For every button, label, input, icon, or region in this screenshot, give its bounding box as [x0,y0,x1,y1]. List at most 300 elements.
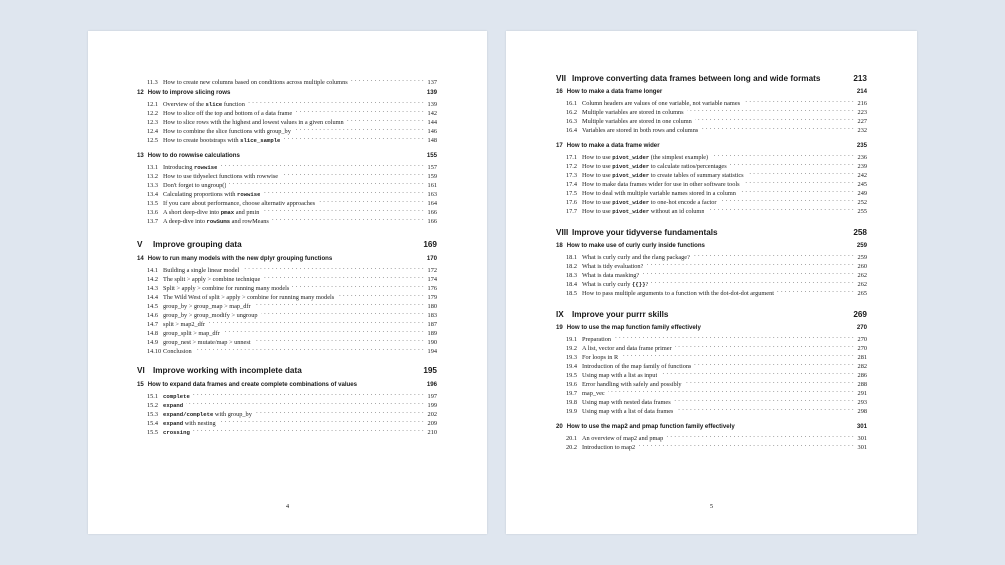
dot-leader [229,178,424,187]
section-title [566,389,605,398]
section-page-number: 262 [857,272,867,279]
section-page-number: 216 [857,100,867,107]
section-code-text: expand/complete [163,411,214,418]
section-page-number: 270 [857,336,867,343]
section-code-text: expand [163,402,184,409]
section-page-number: 194 [427,348,437,355]
dot-leader [272,214,424,223]
part-number: VIII [556,228,569,237]
dot-leader [292,281,424,290]
section-title [147,347,192,356]
section-page-number: 197 [427,393,437,400]
section-title-text: What is curly curly [582,281,633,288]
section-number: 14.5 [147,303,159,310]
section-code-text: pmax [220,209,235,216]
chapter-page-number: 259 [856,242,867,249]
section-title-text: How to pass multiple arguments to a function with the dot-dot-dot argument [582,290,774,297]
section-title [566,443,635,452]
dot-leader [281,169,424,178]
section-code-text: slice [205,101,223,108]
section-title-text: The split > apply > combine technique [163,276,261,283]
dot-leader [263,272,424,281]
section-number: 19.3 [566,354,578,361]
part-title [556,73,853,84]
part-page-number: 213 [853,74,867,83]
toc-section-entry[interactable] [137,97,437,106]
section-number: 19.7 [566,390,578,397]
section-number: 14.4 [147,294,159,301]
toc-chapter-entry[interactable] [556,323,867,332]
toc-chapter-entry[interactable] [556,241,867,250]
section-page-number: 199 [427,402,437,409]
section-title-text: Introduction to map2 [582,444,636,451]
section-number: 17.7 [566,208,578,215]
section-page-number: 293 [857,399,867,406]
chapter-title-text: How to do rowwise calculations [147,152,240,159]
section-page-number: 179 [427,294,437,301]
section-title [147,428,190,437]
toc-chapter-entry[interactable] [556,141,867,150]
section-title-text: How to use [582,208,613,215]
section-number: 12.5 [147,137,159,144]
section-number: 15.5 [147,429,159,436]
section-title-text: Calculating proportions with [163,191,237,198]
toc-chapter-entry[interactable] [137,151,437,160]
section-number: 13.4 [147,191,159,198]
section-title-text: A short deep-dive into [163,209,221,216]
section-page-number: 262 [857,281,867,288]
section-page-number: 210 [427,429,437,436]
section-number: 13.1 [147,164,159,171]
section-number: 13.6 [147,209,159,216]
section-title-text: Using map with a list of data frames [582,408,674,415]
section-number: 17.2 [566,163,578,170]
toc-part-entry[interactable] [556,73,867,84]
section-page-number: 189 [427,330,437,337]
part-page-number: 269 [853,310,867,319]
dot-leader [730,159,854,168]
section-title [566,398,671,407]
section-title [566,335,611,344]
toc-section-entry[interactable] [556,431,867,440]
section-page-number: 187 [427,321,437,328]
section-title-text: How to combine the slice functions with group_by [163,128,291,135]
dot-leader [651,277,854,286]
toc-part-entry[interactable] [556,227,867,238]
section-page-number: 252 [857,199,867,206]
section-page-number: 146 [427,128,437,135]
chapter-title-text: How to use the map2 and pmap function family effectively [566,423,735,430]
dot-leader [283,133,424,142]
toc-section-entry[interactable] [556,250,867,259]
section-code-text: expand [163,420,184,427]
section-number: 11.3 [147,79,158,86]
left-page [88,31,487,534]
section-title-text: For loops in R [582,354,619,361]
toc-section-entry[interactable] [556,96,867,105]
dot-leader [195,344,424,353]
dot-leader [777,286,854,295]
dot-leader [621,350,854,359]
section-code-text: slice_sample [240,137,281,144]
section-title-text: group_by > group_modify > ungroup [163,312,258,319]
section-title [147,190,260,199]
section-page-number: 255 [857,208,867,215]
chapter-number: 18 [556,242,563,249]
section-number: 16.4 [566,127,578,134]
chapter-number: 20 [556,423,563,430]
section-number: 12.3 [147,119,159,126]
dot-leader [254,299,424,308]
part-number: VI [137,366,145,375]
section-title [147,181,226,190]
section-page-number: 190 [427,339,437,346]
section-title [147,217,269,226]
chapter-title-text: How to make a data frame longer [566,88,663,95]
section-title-text: Multiple variables are stored in columns [582,109,684,116]
chapter-page-number: 270 [856,324,867,331]
section-title [147,100,245,109]
section-title-suffix: and rowMeans [230,218,269,225]
section-number: 14.6 [147,312,159,319]
dot-leader [295,106,424,115]
section-number: 16.2 [566,109,578,116]
section-title-text: Conclusion [163,348,192,355]
section-title [566,126,698,135]
chapter-page-number: 235 [856,142,867,149]
section-number: 17.6 [566,199,578,206]
section-number: 20.2 [566,444,578,451]
section-page-number: 242 [857,172,867,179]
section-page-number: 236 [857,154,867,161]
dot-leader [294,124,424,133]
section-title-text: Overview of the [163,101,206,108]
chapter-number: 16 [556,88,563,95]
toc-section-entry[interactable] [556,332,867,341]
part-title [556,309,853,320]
section-page-number: 223 [857,109,867,116]
chapter-title [556,141,857,150]
section-title [566,180,740,189]
dot-leader [743,96,854,105]
section-page-number: 288 [857,381,867,388]
section-code-text: rowwise [236,191,261,198]
section-number: 19.8 [566,399,578,406]
section-page-number: 249 [857,190,867,197]
section-page-number: 301 [857,444,867,451]
section-number: 12.2 [147,110,159,117]
section-number: 13.5 [147,200,159,207]
section-title-text: Multiple variables are stored in one column [582,118,692,125]
part-title [556,227,853,238]
toc-chapter-entry[interactable] [556,87,867,96]
section-number: 13.2 [147,173,159,180]
section-title-text: If you care about performance, choose alternativ approaches [163,200,316,207]
dot-leader [685,377,854,386]
section-title-text: Using map with a list as input [582,372,658,379]
dot-leader [242,263,424,272]
section-title [147,127,291,136]
dot-leader [694,359,854,368]
part-title-text: Improve working with incomplete data [153,366,302,375]
chapter-title [137,380,427,389]
chapter-title [137,254,427,263]
dot-leader [666,431,854,440]
toc-section-entry[interactable] [137,75,437,84]
dot-leader [318,196,424,205]
section-page-number: 232 [857,127,867,134]
chapter-page-number: 214 [856,88,867,95]
dot-leader [248,97,424,106]
section-number: 19.4 [566,363,578,370]
section-page-number: 163 [427,191,437,198]
toc-section-entry[interactable] [137,263,437,272]
section-number: 14.9 [147,339,159,346]
section-title [566,171,744,180]
section-number: 15.4 [147,420,159,427]
dot-leader [743,177,854,186]
part-title-text: Improve converting data frames between long and wide formats [572,74,821,83]
section-page-number: 291 [857,390,867,397]
dot-leader [687,105,854,114]
chapter-title [137,151,427,160]
section-code-text: pivot_wider [612,154,650,161]
chapter-title [556,323,857,332]
section-page-number: 148 [427,137,437,144]
section-title [147,329,220,338]
section-number: 14.7 [147,321,159,328]
section-page-number: 174 [427,276,437,283]
part-title-text: Improve your purrr skills [572,310,669,319]
section-title-text: How to slice rows with the highest and lowest values in a given column [163,119,344,126]
dot-leader [675,341,854,350]
dot-leader [337,290,424,299]
section-number: 19.5 [566,372,578,379]
section-title-text: The Wild West of split > apply > combine for running many models [163,294,335,301]
part-number: V [137,240,143,249]
section-title-text: What is curly curly and the rlang package? [582,254,690,261]
section-title-text: Preparation [582,336,612,343]
toc-part-entry[interactable] [556,309,867,320]
toc-chapter-entry[interactable] [137,254,437,263]
section-page-number: 239 [857,163,867,170]
section-page-number: 281 [857,354,867,361]
section-title-text: group_split > map_dfr [163,330,220,337]
section-number: 17.1 [566,154,578,161]
section-number: 14.2 [147,276,159,283]
dot-leader [351,75,424,84]
section-title-text: How to use [582,163,613,170]
dot-leader [608,386,854,395]
section-page-number: 137 [427,79,437,86]
section-title [147,284,289,293]
toc-chapter-entry[interactable] [137,380,437,389]
dot-leader [254,335,424,344]
part-title-text: Improve your tidyverse fundamentals [572,228,718,237]
section-page-number: 183 [427,312,437,319]
section-title [147,78,348,87]
section-number: 13.3 [147,182,159,189]
toc-chapter-entry[interactable] [137,88,437,97]
chapter-title-text: How to make use of curly curly inside functions [566,242,705,249]
section-title-text: How to create bootstraps with [163,137,241,144]
section-title [147,401,183,410]
dot-leader [263,187,424,196]
section-number: 12.4 [147,128,159,135]
section-number: 19.9 [566,408,578,415]
dot-leader [638,440,854,449]
section-number: 19.2 [566,345,578,352]
section-number: 13.7 [147,218,159,225]
part-title-text: Improve grouping data [153,240,242,249]
section-title [566,289,774,298]
chapter-number: 13 [137,152,144,159]
section-number: 19.6 [566,381,578,388]
toc-part-entry[interactable] [137,239,437,250]
chapter-title [556,87,857,96]
section-number: 12.1 [147,101,159,108]
section-page-number: 260 [857,263,867,270]
section-title-text: Building a single linear model [163,267,240,274]
section-title-text: How to use [582,154,613,161]
part-title [137,365,423,376]
dot-leader [255,407,424,416]
section-title [566,117,692,126]
section-number: 17.4 [566,181,578,188]
chapter-number: 19 [556,324,563,331]
section-title-text: How to use [582,172,613,179]
dot-leader [208,317,424,326]
section-title-suffix: and pmin [234,209,260,216]
section-number: 16.3 [566,118,578,125]
toc-section-entry[interactable] [137,160,437,169]
section-title-text: Split > apply > combine for running many models [163,285,290,292]
section-page-number: 166 [427,209,437,216]
chapter-number: 12 [137,89,144,96]
chapter-title [556,422,857,431]
chapter-title [556,241,857,250]
dot-leader [614,332,854,341]
section-title-text: group_by > group_map > map_dfr [163,303,251,310]
part-page-number: 258 [853,228,867,237]
section-number: 18.1 [566,254,578,261]
section-code-text: rowwise [193,164,218,171]
section-page-number: 172 [427,267,437,274]
section-title-text: split > map2_dfr [163,321,206,328]
dot-leader [193,425,424,434]
section-title-text: Introduction of the map family of functions [582,363,692,370]
section-title-suffix: (the simplest example) [649,154,709,161]
left-toc [88,75,487,434]
section-title-suffix: without an id column [649,208,705,215]
toc-part-entry[interactable] [137,365,437,376]
section-number: 14.8 [147,330,159,337]
dot-leader [676,404,854,413]
chapter-title-text: How to run many models with the new dplyr grouping functions [147,255,333,262]
section-page-number: 265 [857,290,867,297]
section-title-suffix: to one-hot encode a factor [649,199,717,206]
dot-leader [219,416,424,425]
chapter-number: 15 [137,381,144,388]
section-title-text: A deep-dive into [163,218,207,225]
section-title-text: How to use [582,199,613,206]
right-page [506,31,917,534]
section-title [566,262,643,271]
dot-leader [220,160,424,169]
section-page-number: 286 [857,372,867,379]
section-page-number: 161 [427,182,437,189]
section-title [566,271,639,280]
right-toc [506,61,917,449]
section-page-number: 227 [857,118,867,125]
section-title [147,266,239,275]
section-number: 14.3 [147,285,159,292]
section-title [147,163,217,172]
section-code-text: complete [163,393,190,400]
section-title [147,392,190,401]
section-page-number: 166 [427,218,437,225]
section-number: 16.1 [566,100,578,107]
chapter-title-text: How to make a data frame wider [566,142,660,149]
part-number: VII [556,74,567,83]
section-code-text: crossing [163,429,190,436]
section-number: 15.2 [147,402,159,409]
section-code-text: pivot_wider [612,172,650,179]
dot-leader [693,250,854,259]
part-page-number: 195 [423,366,437,375]
section-page-number: 259 [857,254,867,261]
toc-section-entry[interactable] [556,150,867,159]
section-title [566,207,704,216]
section-number: 19.1 [566,336,578,343]
section-number: 17.5 [566,190,578,197]
toc-chapter-entry[interactable] [556,422,867,431]
dot-leader [646,259,854,268]
section-title [566,407,673,416]
dot-leader [642,268,854,277]
section-title [147,320,205,329]
page-number: 4 [285,503,290,510]
dot-leader [261,308,424,317]
dot-leader [711,150,854,159]
section-number: 20.1 [566,435,578,442]
section-title-suffix: function [222,101,245,108]
section-number: 15.3 [147,411,159,418]
section-page-number: 270 [857,345,867,352]
section-title-suffix: with nesting [183,420,216,427]
section-number: 14.1 [147,267,159,274]
section-title [566,162,727,171]
toc-section-entry[interactable] [137,389,437,398]
section-title-text: Variables are stored in both rows and columns [582,127,699,134]
section-title [566,371,657,380]
dot-leader [695,114,854,123]
part-title [137,239,423,250]
dot-leader [347,115,424,124]
dot-leader [223,326,424,335]
dot-leader [747,168,854,177]
section-title-text: group_nest > mutate/map > unnest [163,339,251,346]
section-number: 18.3 [566,272,578,279]
section-title-text: Error handling with safely and possibly [582,381,682,388]
dot-leader [193,389,424,398]
dot-leader [720,195,854,204]
section-title-text: How to make data frames wider for use in other software tools [582,181,740,188]
section-page-number: 245 [857,181,867,188]
section-code-text: pivot_wider [612,208,650,215]
section-title [147,208,259,217]
section-title-suffix: to create tables of summary statistics [649,172,744,179]
